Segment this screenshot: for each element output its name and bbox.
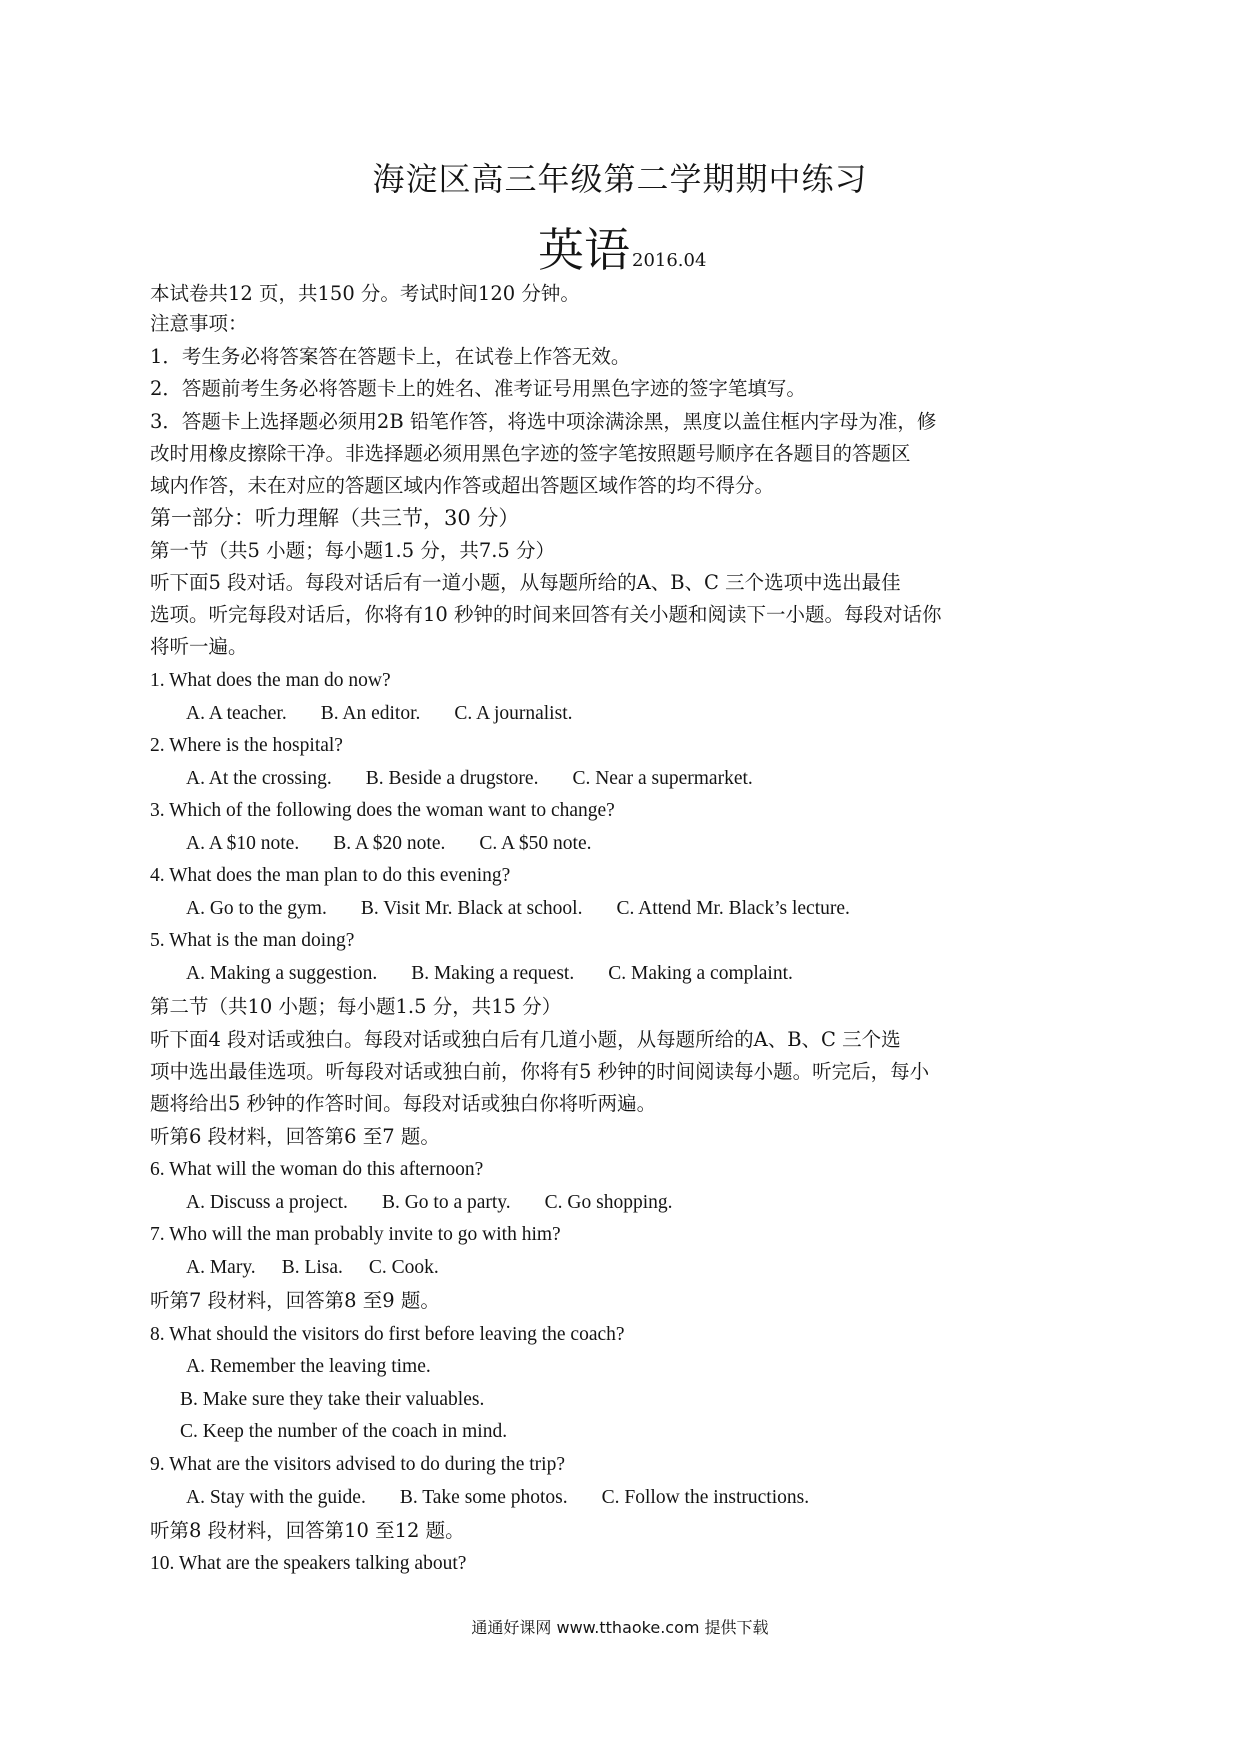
section2-instruction-c: 题将给出5 秒钟的作答时间。每段对话或独白你将听两遍。 [150, 1092, 657, 1115]
section1-instruction-c: 将听一遍。 [150, 635, 248, 658]
question-8-option-c: C. Keep the number of the coach in mind. [180, 1421, 508, 1442]
question-6: 6. What will the woman do this afternoon? [150, 1159, 484, 1180]
question-3-options [186, 831, 592, 857]
question-2: 2. Where is the hospital? [150, 735, 343, 756]
option-b: B. A $20 note. [333, 833, 446, 854]
question-1-options [186, 701, 573, 727]
question-5-options [186, 961, 793, 987]
question-4-options [186, 896, 850, 922]
question-1: 1. What does the man do now? [150, 670, 391, 691]
option-c: C. Follow the instructions. [601, 1487, 810, 1508]
material-7-instruction: 听第7 段材料，回答第8 至9 题。 [150, 1289, 440, 1312]
section2-heading: 第二节（共10 小题；每小题1.5 分，共15 分） [150, 995, 562, 1018]
question-9-options [186, 1485, 809, 1511]
option-a: A. Making a suggestion. [186, 963, 378, 984]
option-b: B. Take some photos. [399, 1487, 568, 1508]
section1-heading: 第一节（共5 小题；每小题1.5 分，共7.5 分） [150, 539, 556, 562]
option-a: A. Mary. [186, 1257, 256, 1278]
question-7-options [186, 1255, 439, 1281]
option-a: A. At the crossing. [186, 768, 332, 789]
question-8-option-a: A. Remember the leaving time. [186, 1356, 431, 1377]
section2-instruction-a: 听下面4 段对话或独白。每段对话或独白后有几道小题，从每题所给的A、B、C 三个选 [150, 1028, 901, 1051]
option-c: C. Go shopping. [544, 1192, 673, 1213]
exam-date: 2016.04 [632, 250, 707, 271]
question-8: 8. What should the visitors do first before leaving the coach? [150, 1324, 625, 1345]
option-c: C. Making a complaint. [608, 963, 793, 984]
notice-heading: 注意事项： [150, 312, 248, 335]
option-c: C. A $50 note. [479, 833, 592, 854]
option-a: A. Discuss a project. [186, 1192, 348, 1213]
notice-3-line-b: 改时用橡皮擦除干净。非选择题必须用黑色字迹的签字笔按照题号顺序在各题目的答题区 [150, 442, 911, 465]
question-10: 10. What are the speakers talking about? [150, 1553, 467, 1574]
question-5: 5. What is the man doing? [150, 930, 355, 951]
exam-title: 海淀区高三年级第二学期期中练习 [372, 160, 868, 198]
exam-info: 本试卷共12 页，共150 分。考试时间120 分钟。 [150, 282, 580, 305]
option-b: B. Visit Mr. Black at school. [360, 898, 583, 919]
option-a: A. Stay with the guide. [186, 1487, 366, 1508]
option-c: C. A journalist. [454, 703, 573, 724]
notice-3-line-a: 3．答题卡上选择题必须用2B 铅笔作答，将选中项涂满涂黑，黑度以盖住框内字母为准，修 [150, 410, 937, 433]
question-4: 4. What does the man plan to do this evening? [150, 865, 511, 886]
section2-instruction-b: 项中选出最佳选项。听每段对话或独白前，你将有5 秒钟的时间阅读每小题。听完后，每小 [150, 1060, 930, 1083]
option-c: C. Near a supermarket. [572, 768, 753, 789]
section1-instruction-a: 听下面5 段对话。每段对话后有一道小题，从每题所给的A、B、C 三个选项中选出最佳 [150, 571, 901, 594]
option-a: A. A $10 note. [186, 833, 300, 854]
section1-instruction-b: 选项。听完每段对话后，你将有10 秒钟的时间来回答有关小题和阅读下一小题。每段对话你 [150, 603, 942, 626]
option-c: C. Cook. [368, 1257, 439, 1278]
option-b: B. Lisa. [281, 1257, 343, 1278]
option-a: A. Go to the gym. [186, 898, 327, 919]
notice-3-line-c: 域内作答，未在对应的答题区域内作答或超出答题区域作答的均不得分。 [150, 474, 775, 497]
notice-1: 1．考生务必将答案答在答题卡上，在试卷上作答无效。 [150, 345, 631, 368]
question-2-options [186, 766, 753, 792]
question-3: 3. Which of the following does the woman want to change? [150, 800, 615, 821]
question-7: 7. Who will the man probably invite to go with him? [150, 1224, 561, 1245]
question-6-options [186, 1190, 673, 1216]
material-8-instruction: 听第8 段材料，回答第10 至12 题。 [150, 1519, 465, 1542]
part1-heading: 第一部分：听力理解（共三节，30 分） [150, 506, 520, 530]
option-b: B. Making a request. [411, 963, 575, 984]
notice-2: 2．答题前考生务必将答题卡上的姓名、准考证号用黑色字迹的签字笔填写。 [150, 377, 806, 400]
option-a: A. A teacher. [186, 703, 287, 724]
subject-name: 英语 [538, 223, 630, 277]
option-b: B. Beside a drugstore. [365, 768, 539, 789]
material-6-instruction: 听第6 段材料，回答第6 至7 题。 [150, 1125, 440, 1148]
subject-heading [538, 214, 706, 280]
question-8-option-b: B. Make sure they take their valuables. [180, 1389, 485, 1410]
question-9: 9. What are the visitors advised to do during the trip? [150, 1454, 566, 1475]
option-b: B. An editor. [320, 703, 421, 724]
page-footer: 通通好课网 www.tthaoke.com 提供下载 [471, 1618, 769, 1637]
option-c: C. Attend Mr. Black’s lecture. [616, 898, 850, 919]
option-b: B. Go to a party. [381, 1192, 511, 1213]
